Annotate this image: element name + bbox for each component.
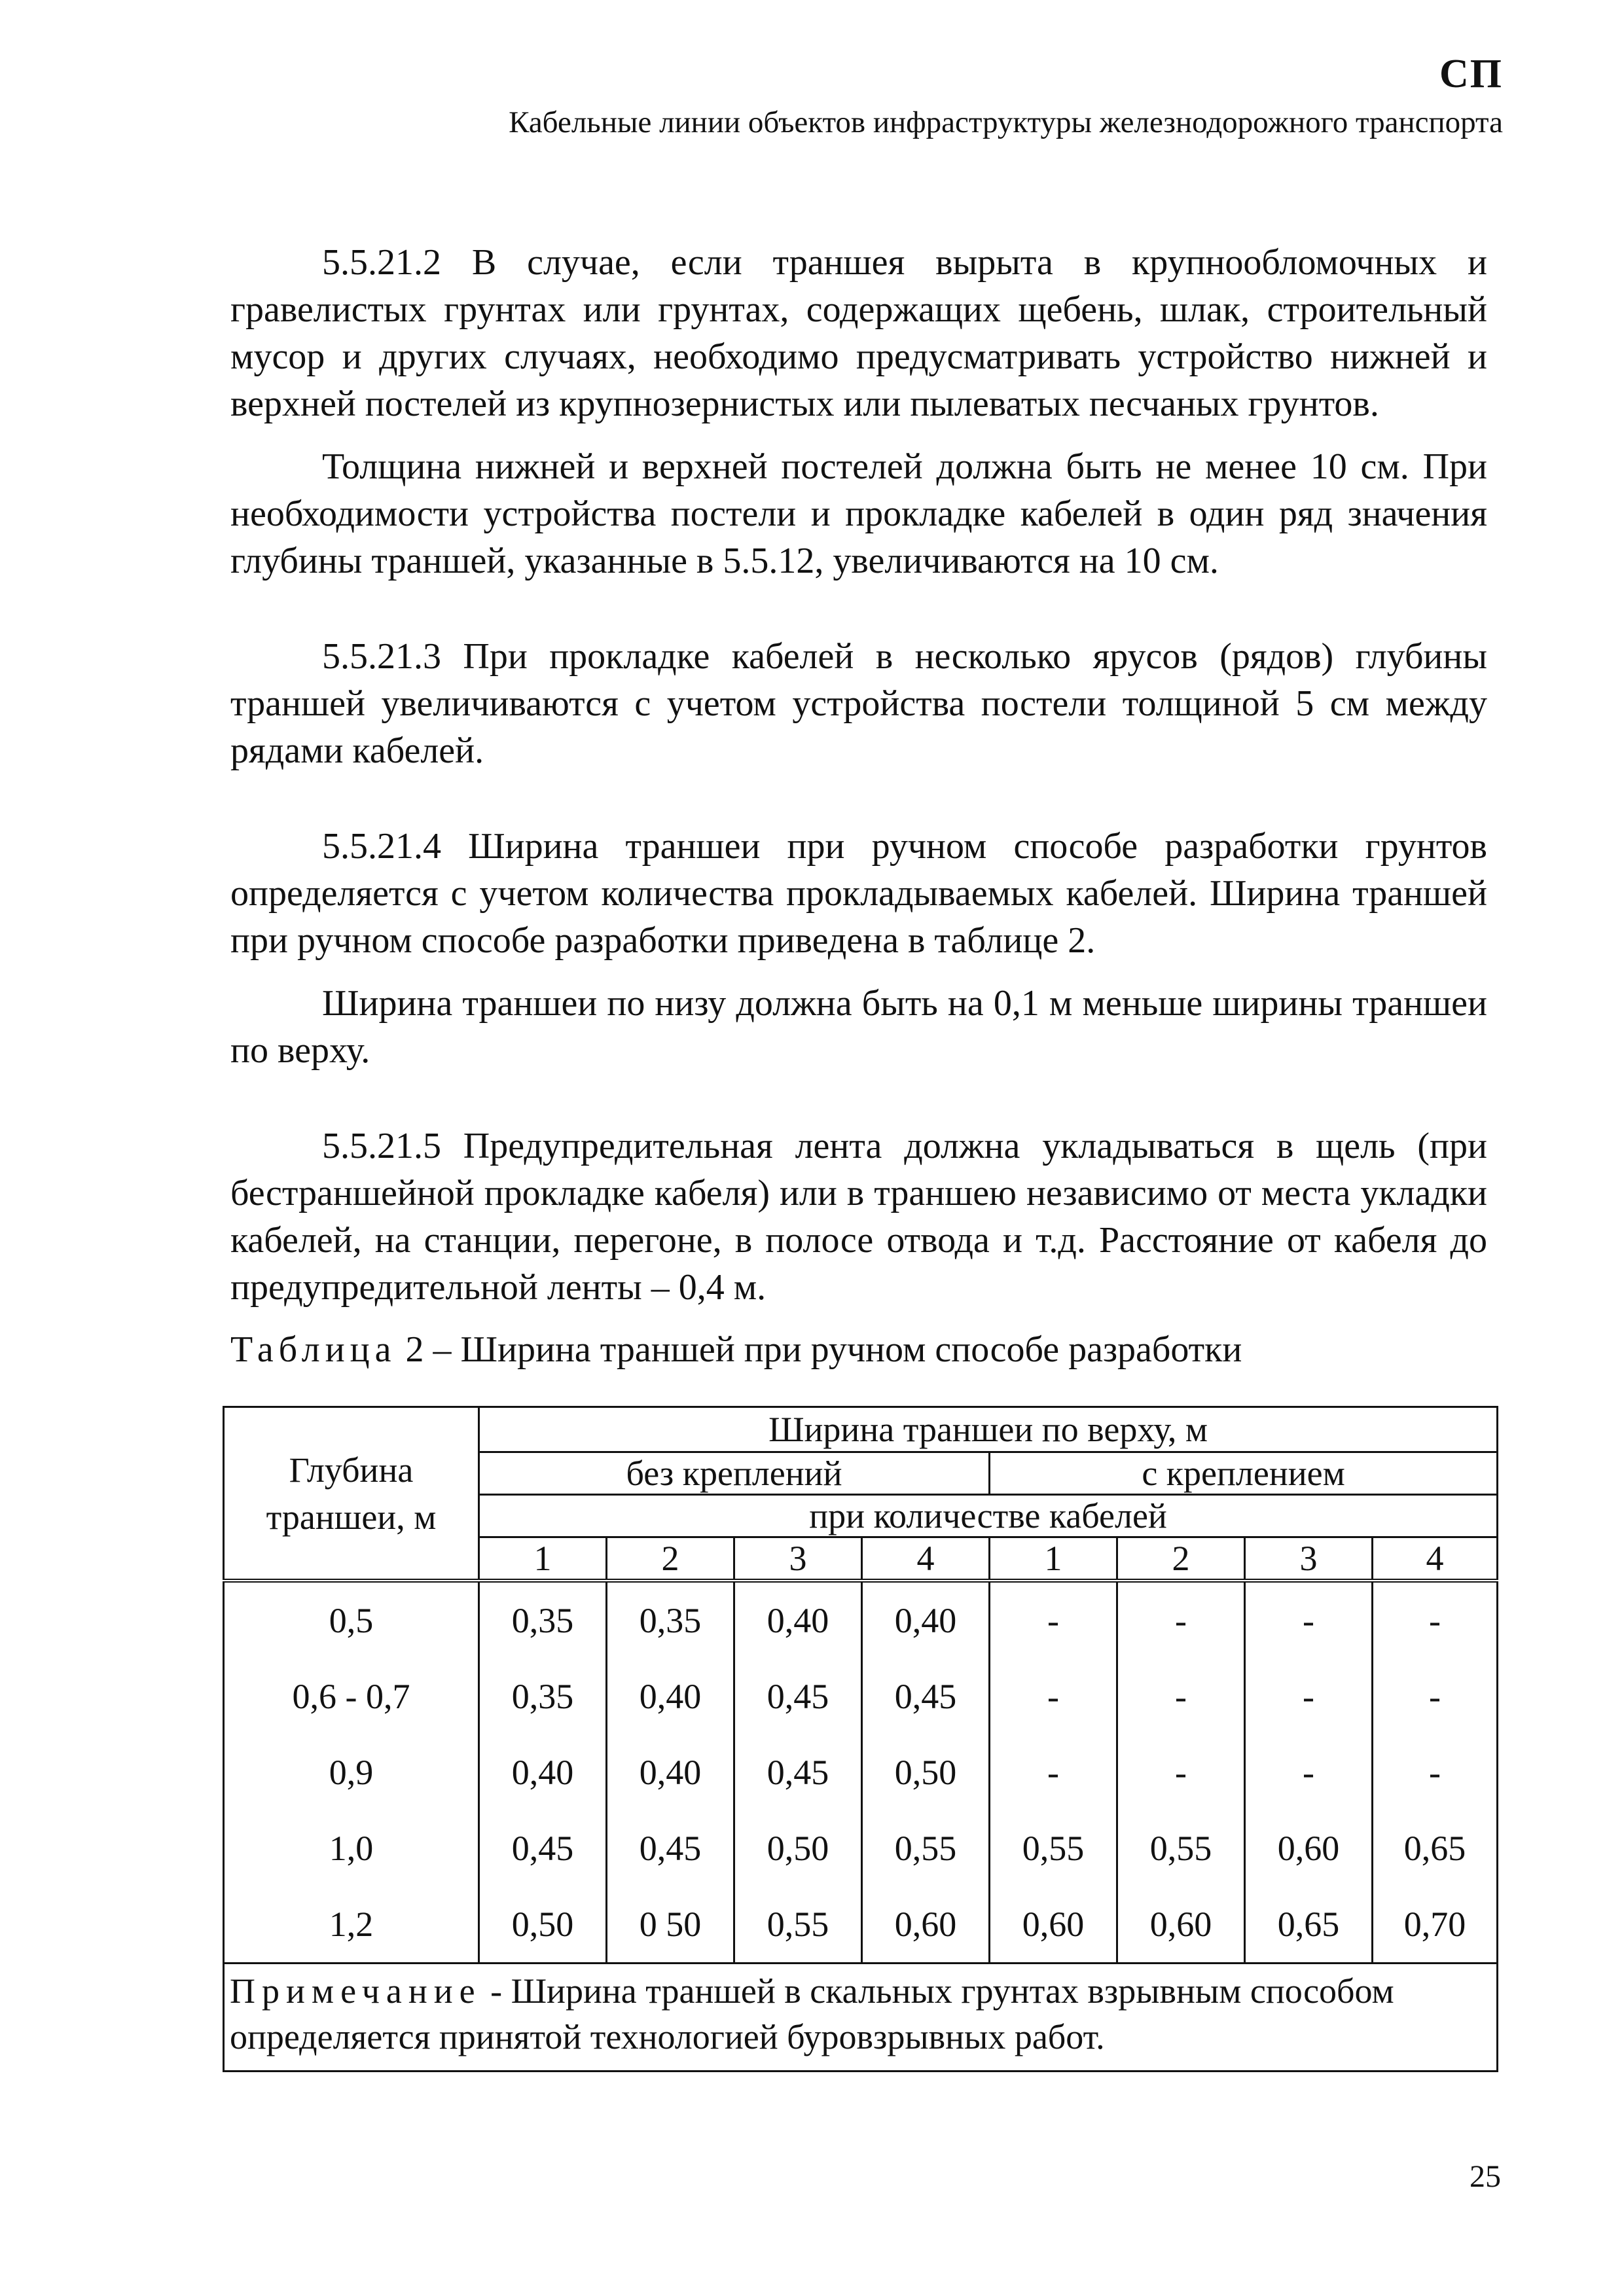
table-row — [224, 1734, 1498, 1810]
value-cell: 0,60 — [862, 1886, 990, 1964]
value-cell: - — [1117, 1581, 1245, 1659]
table-caption — [230, 1329, 1242, 1371]
header-title: Кабельные линии объектов инфраструктуры железнодорожного транспорта — [509, 105, 1503, 139]
cable-count-cell: 4 — [862, 1537, 990, 1581]
table-note — [224, 1964, 1498, 2072]
value-cell: 0,55 — [1117, 1810, 1245, 1886]
depth-cell: 1,0 — [224, 1810, 479, 1886]
value-cell: 0,70 — [1373, 1886, 1498, 1964]
value-cell: 0,40 — [862, 1581, 990, 1659]
table-row — [224, 1886, 1498, 1964]
paragraph-bottom-width: Ширина траншеи по низу должна быть на 0,1 м меньше ширины траншеи по верху. — [230, 983, 1487, 1071]
depth-cell: 0,6 - 0,7 — [224, 1659, 479, 1734]
value-cell: - — [1245, 1659, 1373, 1734]
cable-count-cell: 1 — [479, 1537, 607, 1581]
value-cell: - — [990, 1581, 1117, 1659]
value-cell: - — [1373, 1734, 1498, 1810]
paragraph-bed-thickness: Толщина нижней и верхней постелей должна быть не менее 10 см. При необходимости устройства постели и прокладке кабелей в один ряд значения глубины траншей, указанные в 5.5.12, увеличиваются на 10 см. — [230, 446, 1487, 581]
table-row — [224, 1581, 1498, 1659]
group-no-fixing: без креплений — [479, 1452, 990, 1495]
value-cell: - — [1245, 1734, 1373, 1810]
value-cell: 0,35 — [607, 1581, 734, 1659]
depth-cell: 0,9 — [224, 1734, 479, 1810]
value-cell: 0,40 — [479, 1734, 607, 1810]
cable-count-cell: 1 — [990, 1537, 1117, 1581]
table-note-text: - Ширина траншей в скальных грунтах взрывным способом определяется принятой технологией буровзрывных работ. — [230, 1971, 1394, 2056]
value-cell: 0,55 — [734, 1886, 862, 1964]
header-code: СП — [1439, 52, 1503, 96]
cable-count-cell: 2 — [607, 1537, 734, 1581]
value-cell: 0,45 — [862, 1659, 990, 1734]
depth-cell: 1,2 — [224, 1886, 479, 1964]
value-cell: 0,55 — [862, 1810, 990, 1886]
table-row — [224, 1810, 1498, 1886]
paragraph-5-5-21-4: 5.5.21.4 Ширина траншеи при ручном способе разработки грунтов определяется с учетом количества прокладываемых кабелей. Ширина траншей при ручном способе разработки приведена в таблице 2. — [230, 826, 1487, 961]
cable-count-cell: 3 — [1245, 1537, 1373, 1581]
value-cell: 0 50 — [607, 1886, 734, 1964]
value-cell: 0,40 — [607, 1659, 734, 1734]
width-header: Ширина траншеи по верху, м — [479, 1407, 1498, 1452]
cable-count-cell: 2 — [1117, 1537, 1245, 1581]
table-caption-text: 2 – Ширина траншей при ручном способе разработки — [396, 1329, 1242, 1370]
value-cell: - — [1117, 1734, 1245, 1810]
table-note-label: Примечание — [230, 1971, 482, 2011]
value-cell: 0,45 — [607, 1810, 734, 1886]
value-cell: 0,65 — [1373, 1810, 1498, 1886]
page-number: 25 — [1470, 2159, 1501, 2194]
value-cell: - — [990, 1734, 1117, 1810]
value-cell: 0,50 — [862, 1734, 990, 1810]
value-cell: - — [1373, 1659, 1498, 1734]
value-cell: 0,55 — [990, 1810, 1117, 1886]
cable-count-cell: 4 — [1373, 1537, 1498, 1581]
value-cell: 0,40 — [607, 1734, 734, 1810]
value-cell: 0,60 — [1245, 1810, 1373, 1886]
paragraph-5-5-21-3: 5.5.21.3 При прокладке кабелей в несколько ярусов (рядов) глубины траншей увеличиваются с учетом устройства постели толщиной 5 см между рядами кабелей. — [230, 636, 1487, 771]
value-cell: 0,65 — [1245, 1886, 1373, 1964]
value-cell: 0,60 — [1117, 1886, 1245, 1964]
trench-width-table — [223, 1406, 1498, 2072]
value-cell: - — [1373, 1581, 1498, 1659]
paragraph-5-5-21-5: 5.5.21.5 Предупредительная лента должна укладываться в щель (при бестраншейной прокладке кабеля) или в траншею независимо от места укладки кабелей, на станции, перегоне, в полосе отвода и т.д. Расстояние от кабеля до предупредительной ленты – 0,4 м. — [230, 1126, 1487, 1308]
table-caption-label: Таблица — [230, 1329, 397, 1370]
value-cell: 0,35 — [479, 1581, 607, 1659]
value-cell: 0,50 — [479, 1886, 607, 1964]
value-cell: 0,40 — [734, 1581, 862, 1659]
value-cell: 0,50 — [734, 1810, 862, 1886]
value-cell: 0,45 — [734, 1659, 862, 1734]
body-text — [230, 239, 1487, 1311]
cable-count-cell: 3 — [734, 1537, 862, 1581]
value-cell: - — [1245, 1581, 1373, 1659]
depth-header: Глубина траншеи, м — [224, 1407, 479, 1581]
table-row — [224, 1659, 1498, 1734]
value-cell: 0,60 — [990, 1886, 1117, 1964]
paragraph-5-5-21-2: 5.5.21.2 В случае, если траншея вырыта в крупнообломочных и гравелистых грунтах или грунтах, содержащих щебень, шлак, строительный мусор и других случаях, необходимо предусматривать устройство нижней и верхней постелей из крупнозернистых или пылеватых песчаных грунтов. — [230, 242, 1487, 424]
depth-cell: 0,5 — [224, 1581, 479, 1659]
value-cell: - — [1117, 1659, 1245, 1734]
value-cell: 0,45 — [479, 1810, 607, 1886]
value-cell: 0,45 — [734, 1734, 862, 1810]
value-cell: 0,35 — [479, 1659, 607, 1734]
value-cell: - — [990, 1659, 1117, 1734]
cable-count-header: при количестве кабелей — [479, 1495, 1498, 1537]
group-with-fixing: с креплением — [990, 1452, 1498, 1495]
